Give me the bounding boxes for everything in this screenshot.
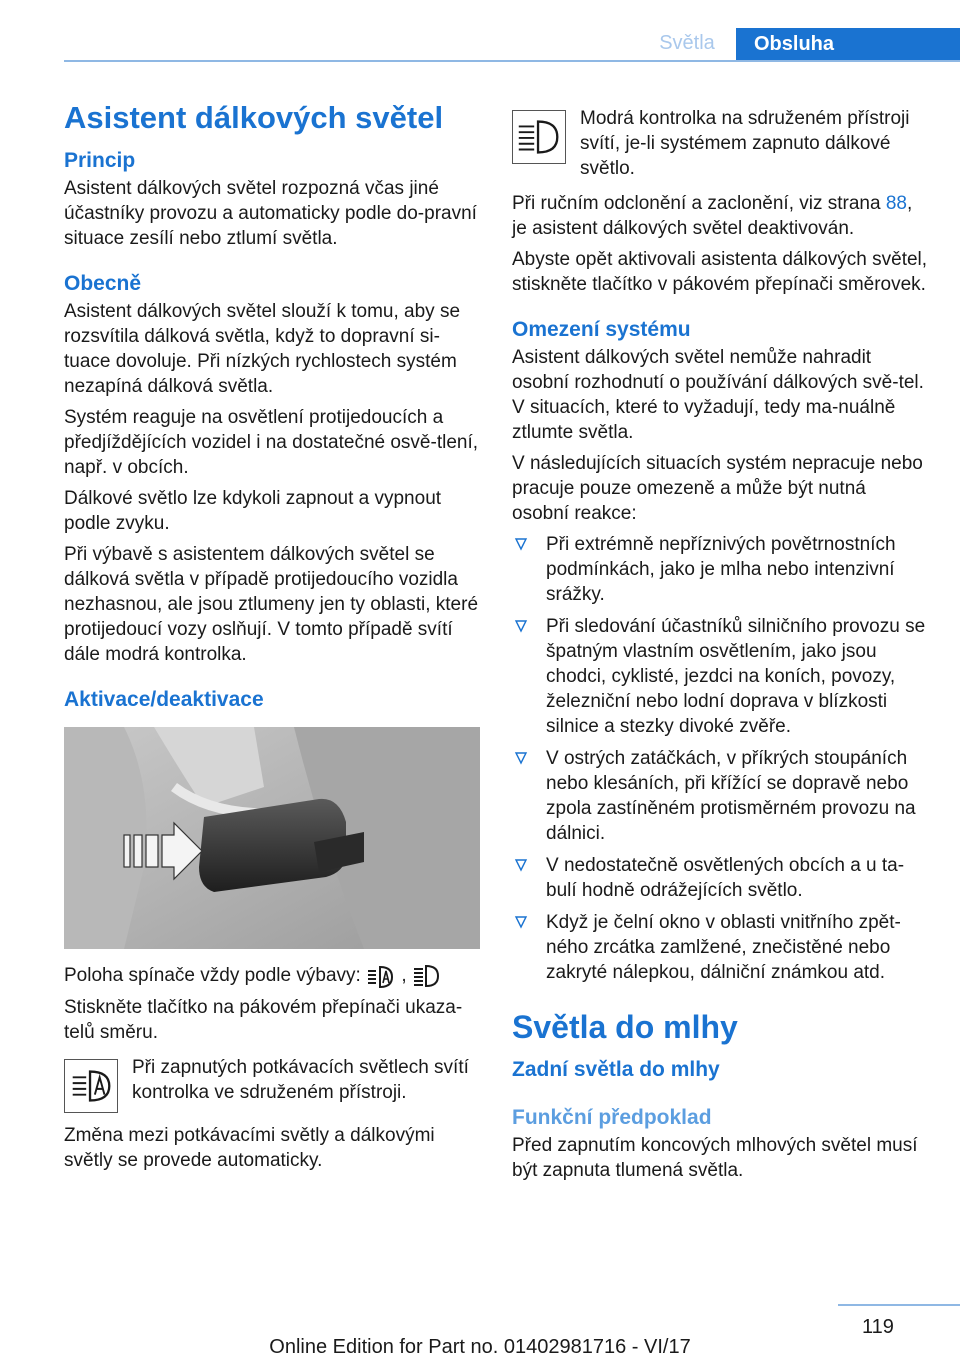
page-number: 119 — [862, 1316, 894, 1338]
manual-text-after: , je asistent dálkových světel deaktivován. — [512, 193, 913, 239]
limits-list — [512, 532, 928, 985]
triangle-bullet-icon — [514, 915, 528, 929]
list-item — [512, 614, 928, 739]
section-title: Asistent dálkových světel — [64, 100, 444, 135]
list-item-text: Při sledování účastníků silničního provozu se špatným vlastním osvětlením, jako jsou chodci, cyklisté, jezdci na koních, povozy, železniční nebo lodní doprava v blízkosti silnice a stezky divoké zvěře. — [546, 616, 926, 737]
low-beam-indicator-row — [64, 1055, 482, 1113]
footer-rule — [838, 1304, 960, 1306]
high-beam-assist-auto-icon — [366, 963, 396, 989]
list-item-text: Při extrémně nepříznivých povětrnostních podmínkách, jako je mlha nebo intenzivní srážky. — [546, 534, 896, 605]
left-column — [64, 98, 482, 1179]
triangle-bullet-icon — [514, 619, 528, 633]
manual-paragraph — [512, 191, 928, 241]
general-paragraph-2: Systém reaguje na osvětlení protijedoucích a předjíždějících vozidel i na dostatečné osvě-tlení, např. v obcích. — [64, 407, 479, 478]
high-beam-assistant-indicator-icon — [64, 1059, 118, 1113]
limits-paragraph-2: V následujících situacích systém nepracuje nebo pracuje pouze omezeně a může být nutná osobní reakce: — [512, 453, 923, 524]
edition-footer: Online Edition for Part no. 01402981716 - VI/17 — [269, 1336, 691, 1358]
prerequisite-text: Před zapnutím koncových mlhových světel musí být zapnuta tlumená světla. — [512, 1135, 918, 1181]
general-heading: Obecně — [64, 272, 142, 295]
indicator-text: Při zapnutých potkávacích světlech svítí kontrolka ve sdruženém přístroji. — [132, 1057, 469, 1103]
activation-heading: Aktivace/deaktivace — [64, 688, 264, 711]
prerequisite-heading: Funkční předpoklad — [512, 1106, 712, 1129]
switch-separator: , — [401, 965, 407, 987]
list-item — [512, 532, 928, 607]
blue-indicator-text: Modrá kontrolka na sdruženém přístroji svítí, je-li systémem zapnuto dálkové světlo. — [580, 108, 910, 179]
limits-paragraph-1: Asistent dálkových světel nemůže nahradit osobní rozhodnutí o používání dálkových svě-tel. V situacích, které to vyžadují, tedy ma-nuálně ztlumte světla. — [512, 347, 924, 443]
general-paragraph-4: Při výbavě s asistentem dálkových světel se dálková světla v případě protijedoucího vozidla nezhasnou, ale jsou ztlumeny jen ty oblasti, které protijedoucí vozy oslňují. V tomto případě svítí dále modrá kontrolka. — [64, 544, 479, 665]
chapter-tab-obsluha: Obsluha — [736, 28, 960, 62]
list-item-text: V ostrých zatáčkách, v příkrých stoupáních nebo klesáních, při křížící se dopravě nebo zpola zastíněném protisměrném provozu na dálnici. — [546, 748, 916, 844]
manual-text-before: Při ručním odclonění a zaclonění, viz strana — [512, 193, 886, 214]
list-item — [512, 746, 928, 846]
switch-position-text: Poloha spínače vždy podle výbavy: — [64, 965, 361, 987]
list-item — [512, 910, 928, 985]
triangle-bullet-icon — [514, 537, 528, 551]
header-rule — [64, 60, 960, 62]
principle-heading: Princip — [64, 149, 136, 172]
general-paragraph-3: Dálkové světlo lze kdykoli zapnout a vypnout podle zvyku. — [64, 488, 442, 534]
press-button-text: Stiskněte tlačítko na pákovém přepínači ukaza-telů směru. — [64, 997, 463, 1043]
section-tab-svetla: Světla — [659, 32, 715, 54]
turn-signal-stalk-photo — [64, 727, 480, 949]
high-beam-indicator-icon — [512, 110, 566, 164]
list-item-text: V nedostatečně osvětlených obcích a u ta-bulí hodně odrážejících světlo. — [546, 855, 905, 901]
general-paragraph-1: Asistent dálkových světel slouží k tomu, aby se rozsvítila dálková světla, když to dopravní si-tuace dovoluje. Při nízkých rychlostech systém nezapíná dálková světla. — [64, 301, 461, 397]
switch-position-line — [64, 963, 482, 989]
limits-heading: Omezení systému — [512, 318, 691, 341]
triangle-bullet-icon — [514, 751, 528, 765]
principle-text: Asistent dálkových světel rozpozná včas jiné účastníky provozu a automaticky podle do-pravní situace zesílí nebo ztlumí světla. — [64, 178, 477, 249]
list-item — [512, 853, 928, 903]
high-beam-icon — [412, 963, 440, 989]
reactivate-text: Abyste opět aktivovali asistenta dálkových světel, stiskněte tlačítko v pákovém přepínači směrovek. — [512, 249, 928, 295]
fog-lights-title: Světla do mlhy — [512, 1009, 738, 1045]
change-text: Změna mezi potkávacími světly a dálkovými světly se provede automaticky. — [64, 1125, 435, 1171]
list-item-text: Když je čelní okno v oblasti vnitřního zpět-ného zrcátka zamlžené, znečistěné nebo zakryté nálepkou, dálniční známkou atd. — [546, 912, 901, 983]
page-88-link[interactable]: 88 — [885, 193, 907, 214]
triangle-bullet-icon — [514, 858, 528, 872]
right-column — [512, 98, 928, 1189]
blue-indicator-row — [512, 106, 928, 181]
rear-fog-heading: Zadní světla do mlhy — [512, 1058, 720, 1081]
